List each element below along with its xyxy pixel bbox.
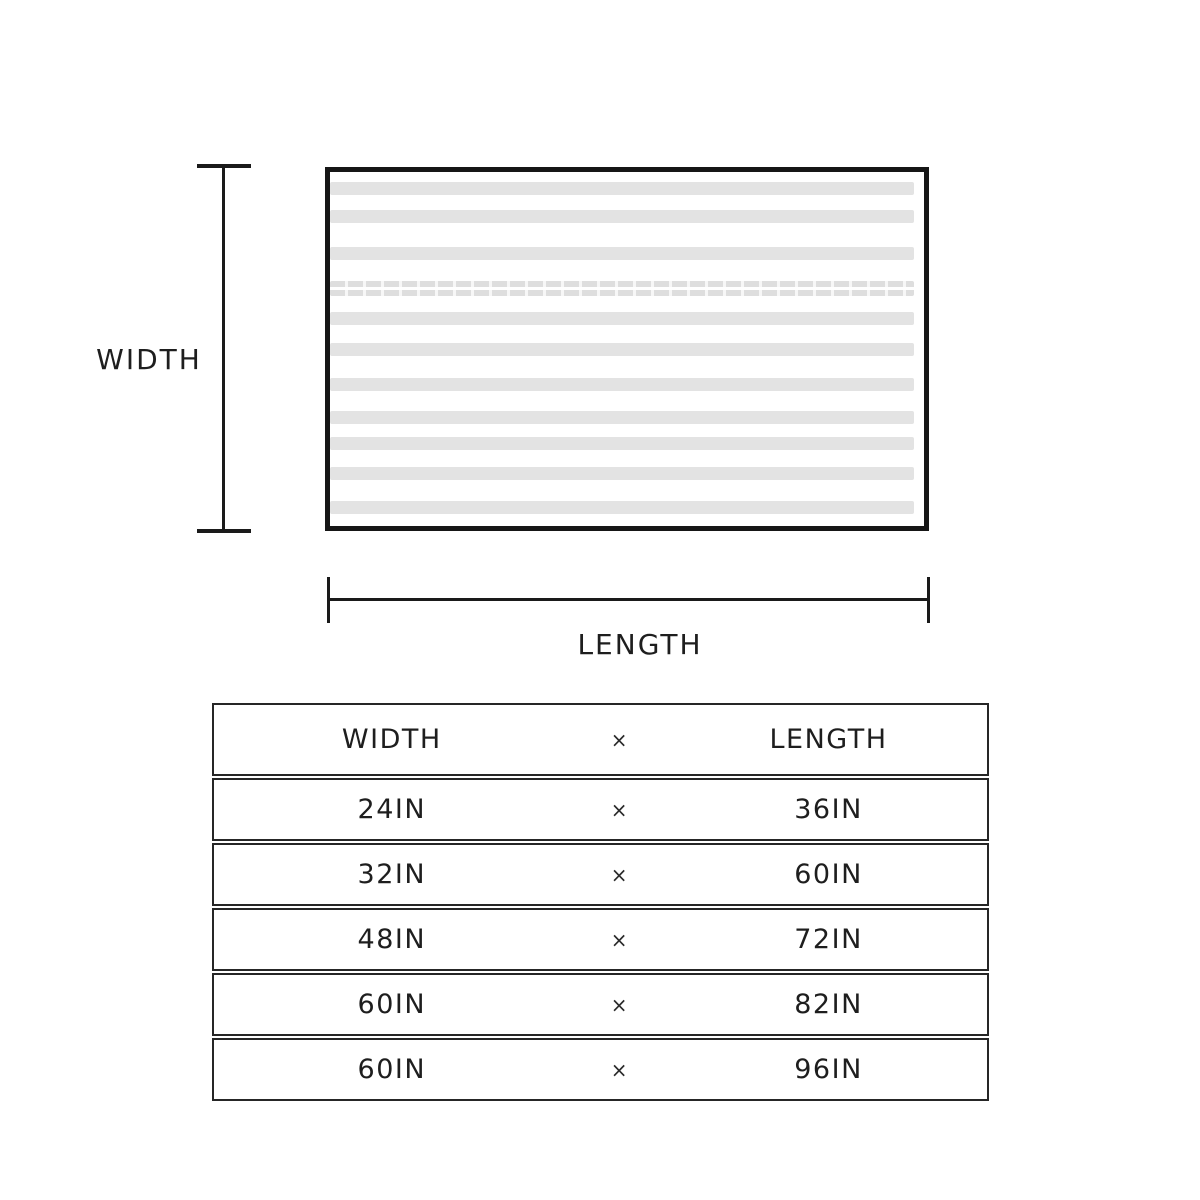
length-cell: 36IN [794, 794, 863, 825]
length-cell: 60IN [794, 859, 863, 890]
width-label: WIDTH [96, 343, 202, 376]
size-table-row [212, 908, 989, 971]
width-cell: 24IN [357, 794, 427, 825]
stripe [330, 501, 914, 514]
size-table-row [212, 1038, 989, 1101]
stripe [330, 467, 914, 480]
length-cell: 96IN [794, 1054, 863, 1085]
stripe [330, 312, 914, 325]
length-dimension-right-tick [927, 577, 930, 623]
width-cell: 48IN [357, 924, 427, 955]
multiply-sign: × [610, 1057, 629, 1082]
width-column-header: WIDTH [341, 724, 442, 755]
stripe [330, 210, 914, 223]
stripe [330, 378, 914, 391]
length-cell: 72IN [794, 924, 863, 955]
length-cell: 82IN [794, 989, 863, 1020]
dashed-stripe [330, 281, 914, 296]
width-dimension-bottom-cap [197, 529, 251, 533]
size-table-row [212, 843, 989, 906]
width-cell: 60IN [357, 1054, 427, 1085]
size-table-header-row [212, 703, 989, 776]
multiply-sign: × [610, 992, 629, 1017]
length-column-header: LENGTH [769, 724, 888, 755]
multiply-sign: × [610, 727, 629, 752]
stripe [330, 247, 914, 260]
size-table-row [212, 973, 989, 1036]
stripe [330, 411, 914, 424]
striped-product-rectangle [325, 167, 929, 531]
width-cell: 60IN [357, 989, 427, 1020]
size-table [212, 703, 989, 1101]
stripe [330, 437, 914, 450]
width-cell: 32IN [357, 859, 427, 890]
multiply-sign: × [610, 862, 629, 887]
size-table-row [212, 778, 989, 841]
stripe [330, 182, 914, 195]
stripe [330, 343, 914, 356]
length-label: LENGTH [577, 628, 703, 661]
length-dimension-line [328, 598, 929, 601]
multiply-sign: × [610, 797, 629, 822]
multiply-sign: × [610, 927, 629, 952]
